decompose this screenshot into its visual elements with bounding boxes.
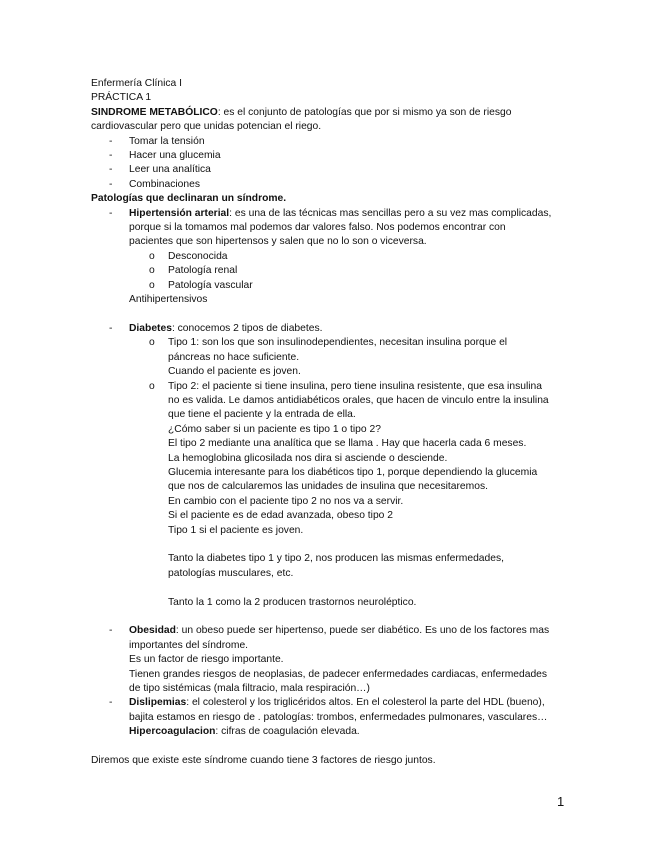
tipo2-line: La hemoglobina glicosilada nos dira si asciende o desciende. (168, 452, 448, 464)
circle-bullet: o (149, 279, 155, 291)
dash-bullet: - (109, 150, 113, 162)
sindrome-definition (91, 106, 571, 120)
list-item (91, 279, 571, 293)
circle-bullet: o (149, 265, 155, 277)
dash-bullet: - (109, 625, 113, 637)
hipertension-type: Patología vascular (168, 279, 253, 291)
step-text: Leer una analítica (129, 164, 211, 176)
step-text: Combinaciones (129, 178, 200, 190)
list-item (91, 163, 571, 177)
dislipemias-term: Dislipemias (129, 697, 187, 709)
obesidad-line1: : un obeso puede ser hipertenso, puede ser diabético. Es uno de los factores mas (175, 625, 550, 637)
dash-bullet: - (109, 207, 113, 219)
diabetes-item (91, 322, 571, 336)
tipo2-line: En cambio con el paciente tipo 2 no nos va a servir. (168, 495, 404, 507)
tipo2-line: que tiene el paciente y la entrada de ella. (168, 409, 356, 421)
closing-statement: Diremos que existe este síndrome cuando tiene 3 factores de riesgo juntos. (91, 755, 436, 767)
hipertension-item (91, 207, 571, 221)
tanto-line: Tanto la diabetes tipo 1 y tipo 2, nos producen las mismas enfermedades, (168, 553, 504, 565)
tipo2-line: Glucemia interesante para los diabéticos tipo 1, porque dependiendo la glucemia (168, 466, 538, 478)
obesidad-line: Tienen grandes riesgos de neoplasias, de padecer enfermedades cardiacas, enfermedades (129, 668, 548, 680)
document-body (91, 77, 571, 768)
tipo1-line: Tipo 1: son los que son insulinodependientes, necesitan insulina porque el (168, 337, 508, 349)
sindrome-def-line1: : es el conjunto de patologías que por si mismo ya son de riesgo (217, 106, 512, 118)
list-item (91, 178, 571, 192)
page-number: 1 (557, 794, 565, 809)
obesidad-line: de tipo sistémicas (mala filtracio, mala respiración…) (129, 683, 370, 694)
dash-bullet: - (109, 697, 113, 709)
sindrome-term: SINDROME METABÓLICO (91, 106, 218, 118)
antihipertensivos: Antihipertensivos (129, 294, 208, 306)
hipertension-line2: porque si la tomamos mal podemos dar valores falso. Nos podemos encontrar con (129, 222, 506, 234)
circle-bullet: o (149, 337, 155, 349)
step-text: Tomar la tensión (129, 135, 205, 147)
tipo2-line: que nos de calcularemos las unidades de insulina que necesitaremos. (168, 481, 488, 493)
obesidad-line: Es un factor de riesgo importante. (129, 654, 284, 666)
circle-bullet: o (149, 250, 155, 262)
step-text: Hacer una glucemia (129, 150, 221, 162)
hipercoagulacion-line (91, 725, 571, 739)
tipo2-line: no es valida. Le damos antidiabéticos orales, que hacen de vinculo entre la insulina (168, 394, 549, 406)
tipo1-line: Cuando el paciente es joven. (168, 366, 301, 378)
dash-bullet: - (109, 178, 113, 190)
hipertension-line3: pacientes que son hipertensos y salen que no lo son o viceversa. (129, 236, 427, 248)
dash-bullet: - (109, 164, 113, 176)
patologias-heading: Patologías que declinaran un síndrome. (91, 193, 287, 205)
dislipemias-item (91, 696, 571, 710)
list-item (91, 264, 571, 278)
tipo2-item (91, 380, 571, 394)
tipo2-line: Tipo 2: el paciente si tiene insulina, pero tiene insulina resistente, que esa insulina (168, 380, 542, 392)
dash-bullet: - (109, 135, 113, 147)
tipo1-item (91, 336, 571, 350)
hipertension-term: Hipertensión arterial (129, 207, 230, 219)
hipertension-line1: : es una de las técnicas mas sencillas pero a su vez mas complicadas, (229, 207, 552, 219)
tipo1-line: páncreas no hace suficiente. (168, 351, 300, 363)
obesidad-line: importantes del síndrome. (129, 639, 249, 651)
tipo2-line: Tipo 1 si el paciente es joven. (168, 524, 304, 536)
list-item (91, 250, 571, 264)
dislipemias-line: bajita estamos en riesgo de . patologías: trombos, enfermedades pulmonares, vasculares… (129, 711, 548, 723)
obesidad-item (91, 624, 571, 638)
dislipemias-line1: : el colesterol y los triglicéridos altos. En el colesterol la parte del HDL (bueno), (186, 697, 545, 709)
hipertension-type: Desconocida (168, 250, 228, 262)
practice-title: PRÁCTICA 1 (91, 92, 152, 104)
tanto-line: Tanto la 1 como la 2 producen trastornos neuroléptico. (168, 596, 417, 608)
hipercoagulacion-text: : cifras de coagulación elevada. (215, 726, 360, 738)
list-item (91, 135, 571, 149)
hipertension-type: Patología renal (168, 265, 238, 277)
diabetes-term: Diabetes (129, 322, 172, 334)
diabetes-intro: : conocemos 2 tipos de diabetes. (171, 322, 323, 334)
tipo2-line: Si el paciente es de edad avanzada, obeso tipo 2 (168, 510, 393, 522)
course-title: Enfermería Clínica I (91, 78, 182, 89)
tipo2-line: ¿Cómo saber si un paciente es tipo 1 o tipo 2? (168, 423, 381, 435)
tanto-line: patologías musculares, etc. (168, 567, 294, 579)
tipo2-line: El tipo 2 mediante una analítica que se llama . Hay que hacerla cada 6 meses. (168, 438, 527, 450)
obesidad-term: Obesidad (129, 625, 176, 637)
list-item (91, 149, 571, 163)
sindrome-def-line2: cardiovascular pero que unidas potencian el riego. (91, 121, 322, 133)
circle-bullet: o (149, 380, 155, 392)
dash-bullet: - (109, 322, 113, 334)
hipercoagulacion-term: Hipercoagulacion (129, 726, 216, 738)
